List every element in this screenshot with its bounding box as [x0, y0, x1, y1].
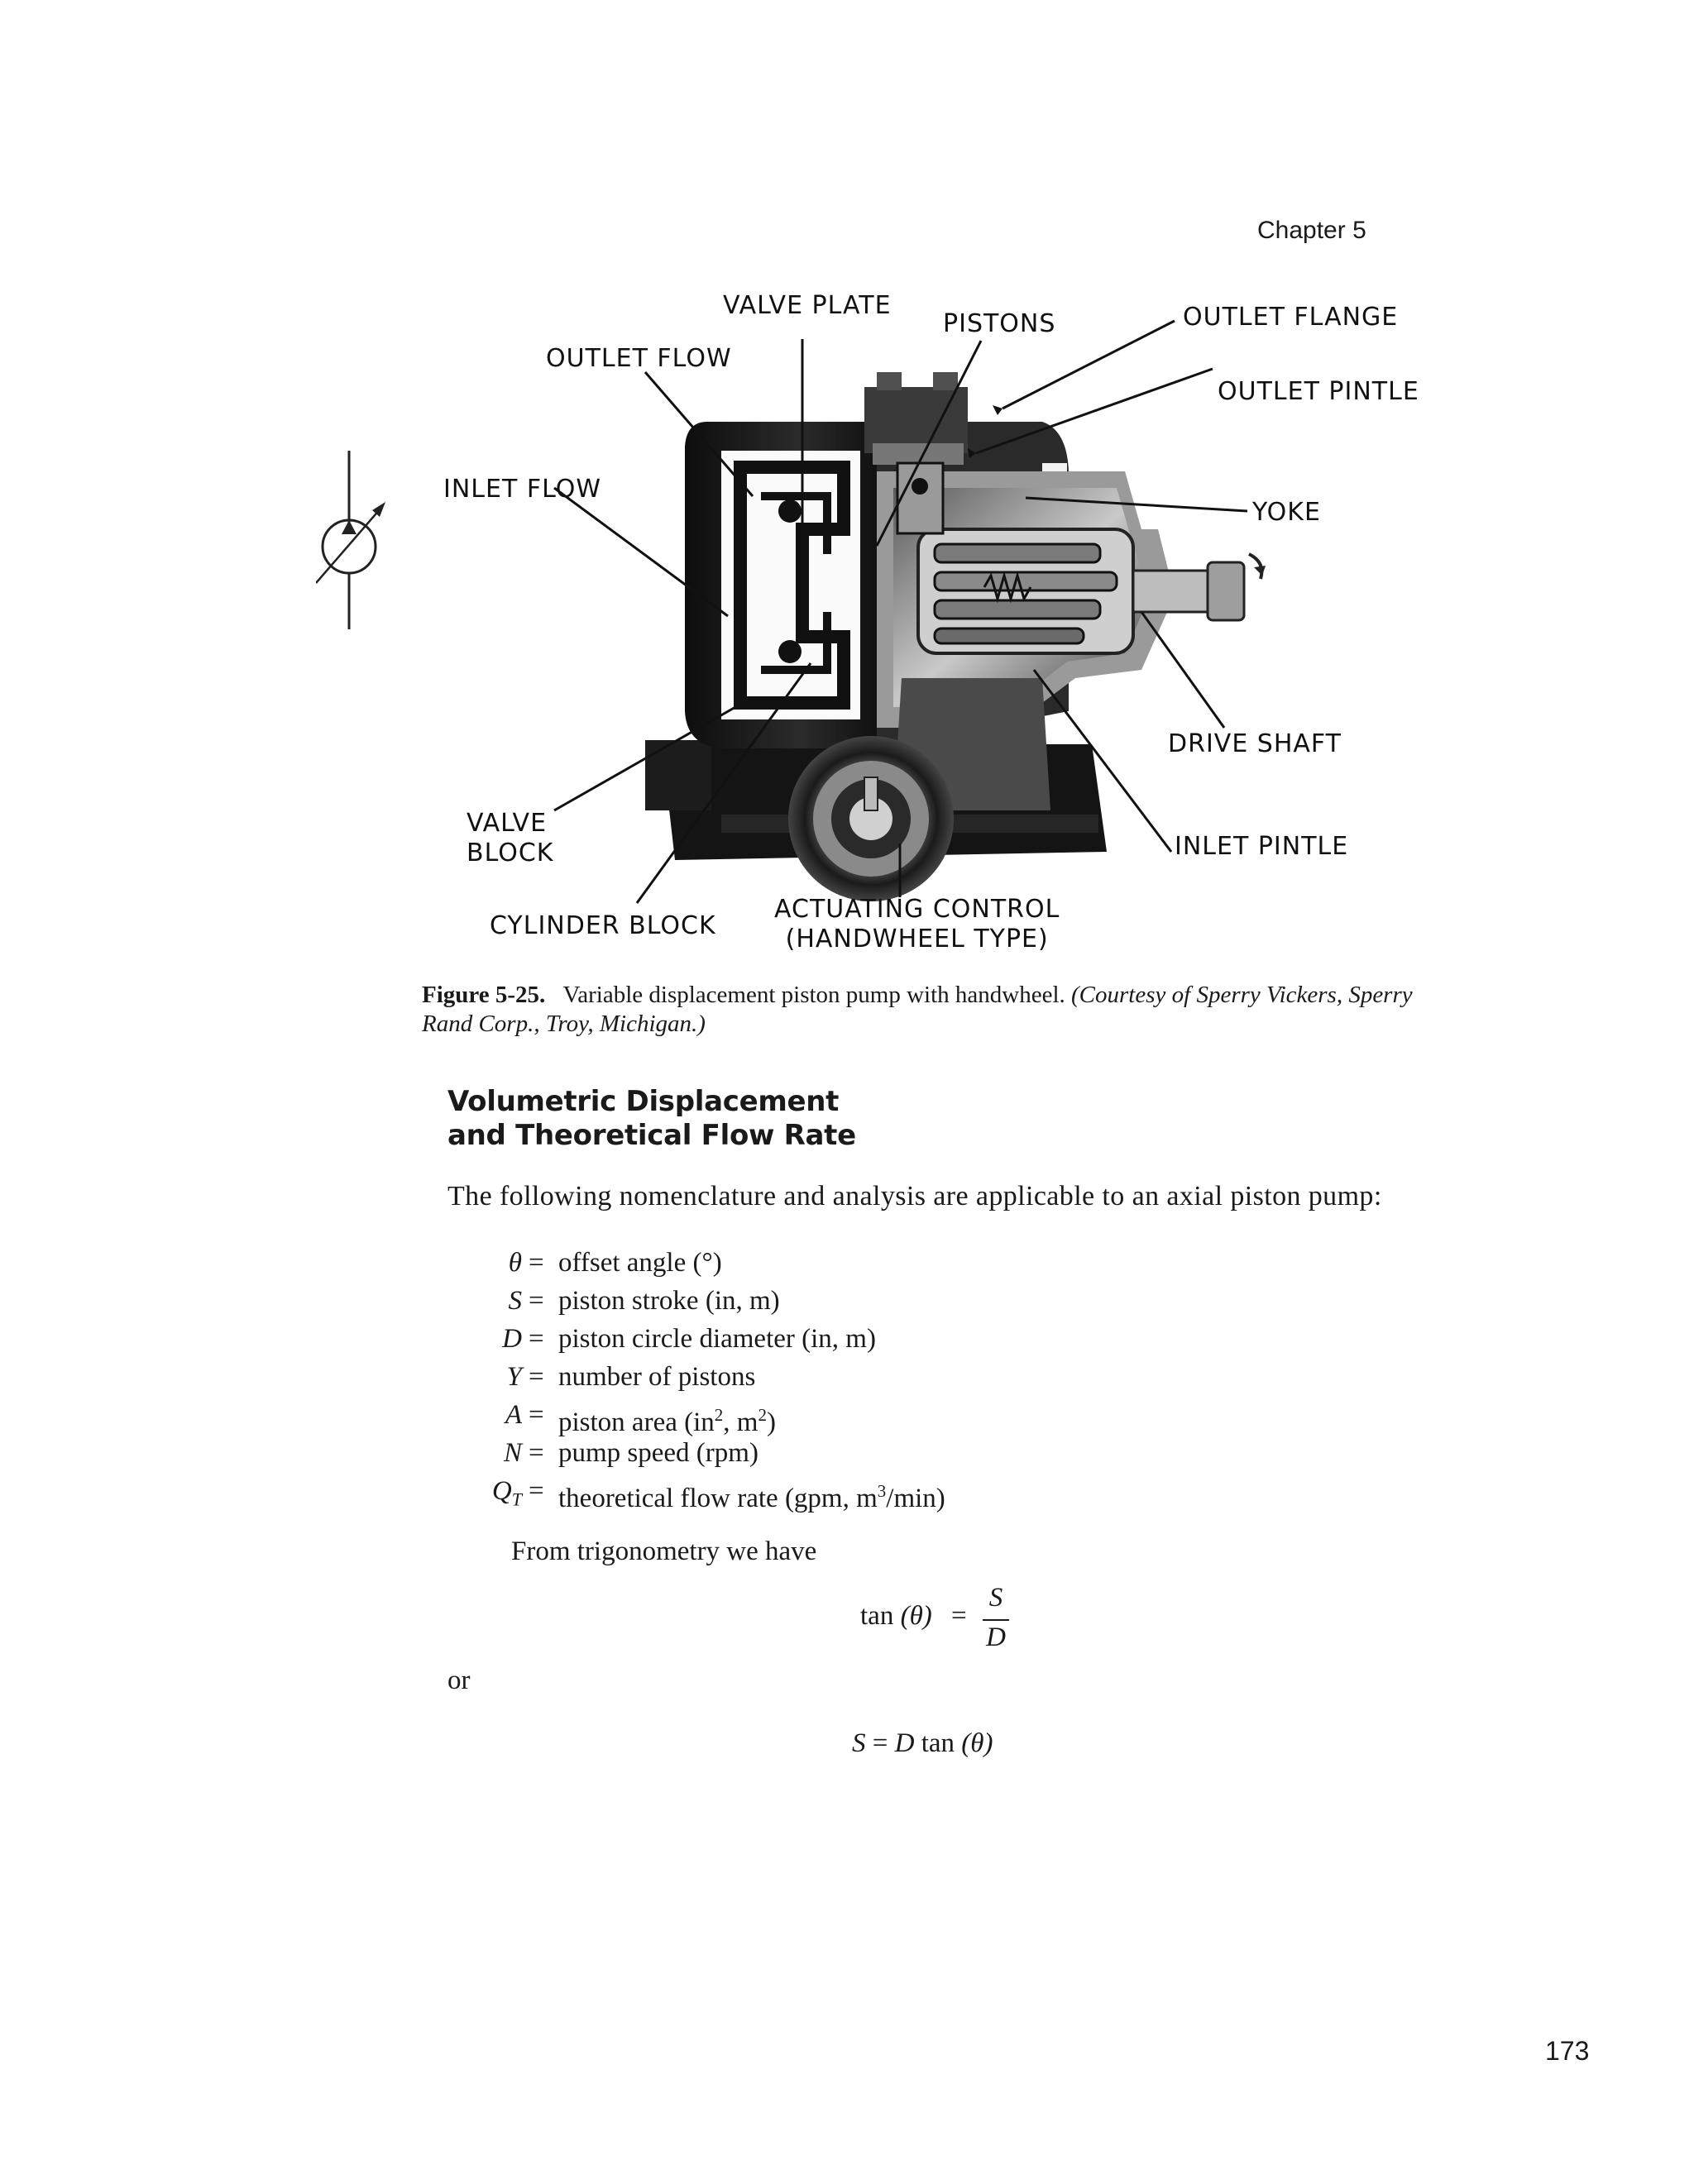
figure-caption	[422, 981, 1414, 1039]
callout-outlet-flow: OUTLET FLOW	[546, 344, 732, 373]
section-heading-line-1: Volumetric Displacement	[447, 1085, 840, 1118]
nomenclature-symbol: N	[503, 1438, 522, 1468]
nomenclature-equals: =	[529, 1438, 544, 1468]
callout-outlet-pintle: OUTLET PINTLE	[1218, 377, 1419, 406]
nomenclature-definition: pump speed (rpm)	[558, 1438, 758, 1468]
nomenclature-item	[472, 1282, 1217, 1320]
equation-lhs: S	[852, 1728, 866, 1758]
nomenclature-item	[472, 1472, 1217, 1513]
callout-valve-plate: VALVE PLATE	[723, 291, 892, 320]
figure-number: Figure 5-25.	[422, 982, 546, 1008]
callout-actuating-control: ACTUATING CONTROL (HANDWHEEL TYPE)	[774, 895, 1060, 953]
equation-equals: =	[872, 1728, 888, 1758]
figure-credit: (Courtesy of Sperry Vickers, Sperry Rand Corp., Troy, Michigan.)	[422, 982, 1413, 1037]
nomenclature-definition: theoretical flow rate (gpm, $m^3/\min$)	[558, 1481, 945, 1513]
intro-paragraph: The following nomenclature and analysis are applicable to an axial piston pump:	[447, 1181, 1382, 1211]
nomenclature-list	[472, 1244, 1217, 1517]
figure-caption-text: Variable displacement piston pump with handwheel.	[562, 982, 1065, 1008]
callout-yoke: YOKE	[1252, 498, 1321, 527]
equation-fraction	[981, 1583, 1011, 1657]
fraction-numerator: S	[988, 1583, 1003, 1613]
equation-rhs-var: D	[894, 1728, 915, 1758]
callout-outlet-flange: OUTLET FLANGE	[1183, 303, 1399, 332]
variable-pump-symbol-icon	[316, 451, 390, 633]
callout-valve-block: VALVE BLOCK	[467, 809, 554, 867]
nomenclature-symbol: Y	[506, 1362, 522, 1392]
nomenclature-equals: =	[529, 1476, 544, 1506]
callout-inlet-pintle: INLET PINTLE	[1175, 832, 1349, 861]
equation-lhs: tan (θ)	[860, 1601, 932, 1631]
nomenclature-symbol: D	[502, 1324, 522, 1354]
nomenclature-symbol: A	[505, 1400, 522, 1430]
nomenclature-item	[472, 1244, 1217, 1282]
nomenclature-symbol: θ	[508, 1248, 522, 1278]
equation-tan-ratio	[860, 1583, 1009, 1657]
pump-cutaway-figure	[414, 281, 1456, 980]
callout-pistons: PISTONS	[943, 309, 1056, 338]
section-heading	[447, 1085, 856, 1153]
nomenclature-item	[472, 1320, 1217, 1358]
nomenclature-definition: offset angle (°)	[558, 1248, 722, 1278]
or-text: or	[447, 1665, 471, 1695]
running-head: Chapter 5	[1257, 217, 1366, 244]
nomenclature-definition: number of pistons	[558, 1362, 756, 1392]
nomenclature-equals: =	[529, 1400, 544, 1430]
page-number: 173	[1545, 2036, 1590, 2066]
callout-inlet-flow: INLET FLOW	[443, 475, 601, 504]
equation-rhs-fn: tan	[921, 1728, 955, 1758]
equation-equals: =	[951, 1601, 967, 1631]
nomenclature-equals: =	[529, 1248, 544, 1278]
equation-stroke	[852, 1728, 993, 1759]
fraction-bar	[983, 1619, 1009, 1621]
nomenclature-item	[472, 1434, 1217, 1472]
section-heading-line-2: and Theoretical Flow Rate	[447, 1119, 856, 1152]
callout-cylinder-block: CYLINDER BLOCK	[490, 911, 716, 940]
nomenclature-equals: =	[529, 1286, 544, 1316]
equation-rhs-arg: (θ)	[961, 1728, 993, 1758]
nomenclature-equals: =	[529, 1362, 544, 1392]
nomenclature-item	[472, 1358, 1217, 1396]
nomenclature-equals: =	[529, 1324, 544, 1354]
nomenclature-definition: piston stroke (in, m)	[558, 1286, 780, 1316]
nomenclature-symbol: $Q_T$	[491, 1476, 522, 1510]
callout-drive-shaft: DRIVE SHAFT	[1168, 729, 1342, 758]
nomenclature-item	[472, 1396, 1217, 1437]
nomenclature-definition: piston circle diameter (in, m)	[558, 1324, 876, 1354]
nomenclature-definition: piston area ($in^2$, $m^2$)	[558, 1405, 776, 1437]
fraction-denominator: D	[986, 1622, 1006, 1652]
trig-intro: From trigonometry we have	[511, 1536, 817, 1566]
nomenclature-symbol: S	[508, 1286, 522, 1316]
